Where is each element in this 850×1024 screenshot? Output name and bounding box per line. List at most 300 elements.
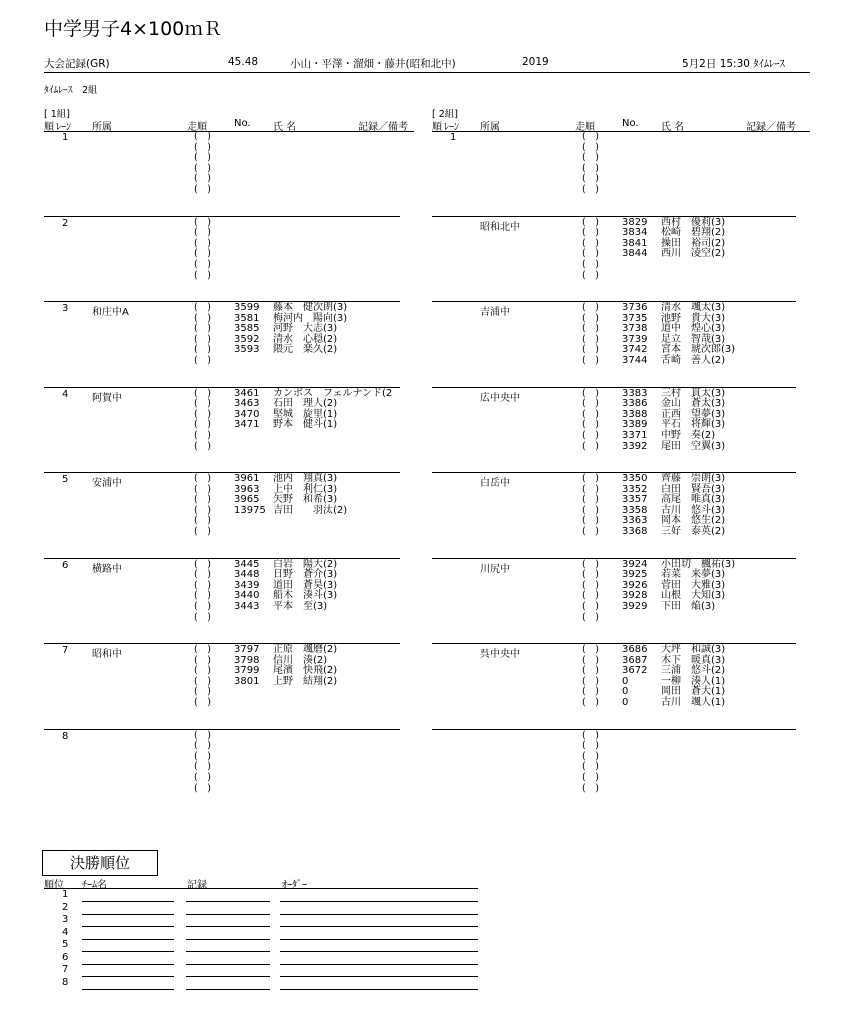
record-holders: 小山・平澤・溜畑・藤井(昭和北中) [290, 58, 456, 70]
lane-divider [432, 472, 796, 473]
lane-number: 1 [62, 132, 69, 143]
order-slot: ( ) [194, 740, 211, 752]
final-record-blank [186, 989, 270, 990]
final-team-blank [82, 976, 174, 977]
race-type: ﾀｲﾑﾚｰｽ 2組 [44, 85, 98, 96]
col-record: 記録／備考 [746, 122, 796, 133]
order-slot: ( ) [582, 740, 599, 752]
order-slot: ( ) [582, 675, 599, 687]
order-slot: ( ) [582, 697, 599, 708]
final-rank: 5 [62, 939, 69, 950]
order-slot: ( ) [582, 611, 599, 623]
team-name: 吉浦中 [480, 307, 510, 318]
runner-name: 三村 貫太(3) [661, 387, 726, 399]
order-slot: ( ) [582, 750, 599, 762]
lane-number: 5 [62, 474, 69, 485]
order-slot: ( ) [582, 333, 599, 345]
order-slot: ( ) [582, 429, 599, 441]
order-slot: ( ) [194, 355, 211, 366]
runner-name: 藤本 健次朗(3) [273, 302, 348, 313]
order-slot: ( ) [582, 782, 599, 794]
final-col-order: ｵｰﾀﾞｰ [282, 880, 307, 891]
runner-name: 下田 焔(3) [661, 600, 716, 612]
runner-name: 古川 悠斗(3) [661, 504, 726, 516]
runner-name: 白田 賢吾(3) [661, 483, 726, 495]
runner-name: 上野 結翔(2) [273, 675, 338, 687]
group-label: [ 1組] [44, 109, 70, 120]
runner-name: 清水 心穏(2) [273, 333, 338, 345]
runner-name: 池野 貴大(3) [661, 312, 726, 324]
runner-number: 3439 [234, 579, 260, 591]
runner-number: 3599 [234, 302, 260, 313]
runner-number: 3392 [622, 440, 648, 452]
order-slot: ( ) [582, 258, 599, 270]
order-slot: ( ) [582, 173, 599, 185]
runner-name: 高尾 唯真(3) [661, 494, 726, 506]
order-slot: ( ) [194, 600, 211, 612]
lane-divider [432, 216, 796, 217]
order-slot: ( ) [582, 644, 599, 655]
col-lane: ﾚｰﾝ [444, 122, 459, 133]
order-slot: ( ) [194, 323, 211, 335]
lane-number: 2 [62, 217, 69, 229]
order-slot: ( ) [194, 761, 211, 773]
runner-name: 正原 颯磨(2) [273, 644, 338, 655]
runner-number: 3389 [622, 419, 648, 431]
runner-name: 古川 颯人(1) [661, 697, 726, 708]
order-slot: ( ) [582, 162, 599, 174]
runner-number: 3735 [622, 312, 648, 324]
order-slot: ( ) [194, 515, 211, 527]
runner-number: 3371 [622, 429, 648, 441]
lane-number: 6 [62, 559, 69, 571]
final-record-blank [186, 914, 270, 915]
order-slot: ( ) [194, 184, 211, 195]
group-label: [ 2組] [432, 109, 458, 120]
runner-number: 3801 [234, 675, 260, 687]
runner-name: 清水 颯太(3) [661, 302, 726, 313]
team-name: 和庄中A [92, 307, 129, 318]
runner-number: 3961 [234, 473, 260, 484]
order-slot: ( ) [194, 504, 211, 516]
runner-number: 3463 [234, 398, 260, 410]
runner-number: 3687 [622, 654, 648, 666]
order-slot: ( ) [582, 440, 599, 452]
order-slot: ( ) [194, 141, 211, 153]
runner-name: 平本 至(3) [273, 600, 328, 612]
runner-name: 船木 湊斗(3) [273, 590, 338, 602]
order-slot: ( ) [194, 344, 211, 356]
order-slot: ( ) [582, 515, 599, 527]
order-slot: ( ) [582, 729, 599, 741]
col-rank: 順 [44, 122, 54, 133]
team-name: 昭和北中 [480, 221, 520, 233]
lane-number: 7 [62, 645, 69, 656]
final-record-blank [186, 951, 270, 952]
order-slot: ( ) [582, 302, 599, 313]
final-order-blank [280, 914, 478, 915]
runner-number: 3965 [234, 494, 260, 506]
lane-divider [432, 729, 796, 730]
order-slot: ( ) [194, 697, 211, 708]
order-slot: ( ) [194, 526, 211, 537]
col-rank: 順 [432, 122, 442, 133]
final-record-blank [186, 901, 270, 902]
team-name: 呉中央中 [480, 649, 520, 660]
runner-number: 3739 [622, 333, 648, 345]
runner-name: 宮本 琥次郎(3) [661, 344, 736, 356]
runner-number: 3352 [622, 483, 648, 495]
order-slot: ( ) [194, 216, 211, 228]
order-slot: ( ) [194, 440, 211, 452]
runner-name: 松崎 碧翔(2) [661, 227, 726, 239]
lane-divider [44, 216, 400, 217]
order-slot: ( ) [582, 654, 599, 666]
order-slot: ( ) [582, 419, 599, 431]
final-order-blank [280, 926, 478, 927]
final-header-rule [44, 888, 478, 889]
runner-name: 日野 蒼介(3) [273, 569, 338, 581]
order-slot: ( ) [582, 600, 599, 612]
runner-number: 3924 [622, 558, 648, 570]
final-order-blank [280, 964, 478, 965]
runner-name: 隈元 楽久(2) [273, 344, 338, 356]
runner-number: 3358 [622, 504, 648, 516]
lane-divider [44, 643, 400, 644]
record-time: 45.48 [228, 56, 259, 68]
runner-number: 3368 [622, 526, 648, 537]
order-slot: ( ) [194, 644, 211, 655]
final-col-rank: 順位 [44, 880, 64, 891]
runner-name: 尾濱 快飛(2) [273, 665, 338, 677]
runner-number: 3593 [234, 344, 260, 356]
runner-number: 3448 [234, 569, 260, 581]
runner-number: 3461 [234, 387, 260, 399]
order-slot: ( ) [582, 184, 599, 195]
order-slot: ( ) [194, 398, 211, 410]
order-slot: ( ) [194, 729, 211, 741]
order-slot: ( ) [194, 387, 211, 399]
final-col-team: ﾁｰﾑ名 [82, 880, 107, 891]
lane-number: 8 [62, 730, 69, 742]
runner-number: 3581 [234, 312, 260, 324]
header-rule [432, 131, 810, 132]
runner-name: 菅田 大雅(3) [661, 579, 726, 591]
runner-name: 石田 理人(2) [273, 398, 338, 410]
order-slot: ( ) [582, 355, 599, 366]
runner-number: 3797 [234, 644, 260, 655]
runner-number: 3686 [622, 644, 648, 655]
runner-name: 信川 湊(2) [273, 654, 328, 666]
team-name: 安浦中 [92, 478, 122, 489]
final-rank: 2 [62, 901, 69, 913]
runner-name: 河野 大志(3) [273, 323, 338, 335]
final-rank: 1 [62, 889, 69, 900]
col-order: 走順 [187, 122, 207, 133]
runner-number: 0 [622, 697, 629, 708]
order-slot: ( ) [194, 419, 211, 431]
order-slot: ( ) [194, 771, 211, 783]
order-slot: ( ) [194, 558, 211, 570]
runner-number: 3357 [622, 494, 648, 506]
order-slot: ( ) [582, 398, 599, 410]
runner-name: 野本 健斗(1) [273, 419, 338, 431]
order-slot: ( ) [582, 227, 599, 239]
order-slot: ( ) [582, 237, 599, 249]
order-slot: ( ) [194, 248, 211, 260]
order-slot: ( ) [582, 131, 599, 142]
header-rule [44, 131, 414, 132]
final-team-blank [82, 989, 174, 990]
runner-number: 3829 [622, 216, 648, 228]
runner-number: 3388 [622, 408, 648, 420]
record-label: 大会記録(GR) [44, 58, 110, 70]
order-slot: ( ) [582, 579, 599, 591]
runner-number: 3742 [622, 344, 648, 356]
runner-number: 3738 [622, 323, 648, 335]
order-slot: ( ) [582, 387, 599, 399]
final-record-blank [186, 939, 270, 940]
final-order-blank [280, 939, 478, 940]
order-slot: ( ) [194, 579, 211, 591]
runner-name: 白岩 陽大(2) [273, 558, 338, 570]
runner-name: 西川 凌空(2) [661, 248, 726, 260]
team-name: 横路中 [92, 563, 122, 575]
runner-name: 大坪 和誠(3) [661, 644, 726, 655]
team-name: 昭和中 [92, 649, 122, 660]
order-slot: ( ) [582, 569, 599, 581]
runner-number: 3926 [622, 579, 648, 591]
order-slot: ( ) [194, 473, 211, 484]
order-slot: ( ) [194, 590, 211, 602]
order-slot: ( ) [194, 665, 211, 677]
order-slot: ( ) [582, 408, 599, 420]
final-rank: 6 [62, 951, 69, 963]
order-slot: ( ) [582, 526, 599, 537]
runner-number: 3844 [622, 248, 648, 260]
order-slot: ( ) [194, 408, 211, 420]
order-slot: ( ) [582, 141, 599, 153]
order-slot: ( ) [582, 590, 599, 602]
col-affiliation: 所属 [92, 122, 112, 133]
runner-number: 3928 [622, 590, 648, 602]
runner-number: 3925 [622, 569, 648, 581]
runner-name: 道中 煌心(3) [661, 323, 726, 335]
order-slot: ( ) [582, 344, 599, 356]
order-slot: ( ) [194, 654, 211, 666]
order-slot: ( ) [194, 302, 211, 313]
runner-name: 堅城 旋里(1) [273, 408, 338, 420]
final-record-blank [186, 976, 270, 977]
runner-number: 3350 [622, 473, 648, 484]
runner-number: 3592 [234, 333, 260, 345]
order-slot: ( ) [194, 782, 211, 794]
col-number: No. [622, 118, 639, 129]
final-record-blank [186, 926, 270, 927]
order-slot: ( ) [582, 152, 599, 164]
final-order-blank [280, 989, 478, 990]
final-team-blank [82, 926, 174, 927]
record-year: 2019 [522, 56, 549, 68]
runner-name: 山根 大知(3) [661, 590, 726, 602]
lane-divider [44, 729, 400, 730]
col-record: 記録／備考 [358, 122, 408, 133]
order-slot: ( ) [582, 312, 599, 324]
runner-name: 上中 利仁(3) [273, 483, 338, 495]
runner-name: 梅河内 陽向(3) [273, 312, 348, 324]
order-slot: ( ) [582, 761, 599, 773]
runner-name: 金山 蒼太(3) [661, 398, 726, 410]
runner-number: 3834 [622, 227, 648, 239]
final-team-blank [82, 964, 174, 965]
lane-number: 3 [62, 303, 69, 314]
order-slot: ( ) [194, 494, 211, 506]
order-slot: ( ) [194, 173, 211, 185]
runner-number: 3744 [622, 355, 648, 366]
runner-number: 3383 [622, 387, 648, 399]
runner-name: 齊藤 崇朗(3) [661, 473, 726, 484]
runner-number: 3440 [234, 590, 260, 602]
runner-name: 舌崎 善人(2) [661, 355, 726, 366]
order-slot: ( ) [582, 216, 599, 228]
order-slot: ( ) [582, 483, 599, 495]
runner-name: 中野 奏(2) [661, 429, 716, 441]
runner-number: 3445 [234, 558, 260, 570]
runner-name: 正西 望夢(3) [661, 408, 726, 420]
order-slot: ( ) [194, 312, 211, 324]
col-number: No. [234, 118, 251, 129]
final-team-blank [82, 939, 174, 940]
col-lane: ﾚｰﾝ [56, 122, 71, 133]
team-name: 広中央中 [480, 392, 520, 404]
final-team-blank [82, 914, 174, 915]
order-slot: ( ) [582, 473, 599, 484]
lane-divider [432, 301, 796, 302]
runner-number: 3736 [622, 302, 648, 313]
runner-number: 3963 [234, 483, 260, 495]
runner-number: 0 [622, 686, 629, 698]
final-order-blank [280, 951, 478, 952]
final-rank: 3 [62, 914, 69, 925]
final-rank: 4 [62, 926, 69, 938]
order-slot: ( ) [194, 750, 211, 762]
col-affiliation: 所属 [480, 122, 500, 133]
runner-number: 3386 [622, 398, 648, 410]
order-slot: ( ) [194, 131, 211, 142]
order-slot: ( ) [194, 269, 211, 281]
runner-name: 尾田 空翼(3) [661, 440, 726, 452]
order-slot: ( ) [582, 248, 599, 260]
team-name: 白岳中 [480, 478, 510, 489]
page-title: 中学男子4×100ｍＲ [44, 18, 223, 40]
runner-name: 平石 将輝(3) [661, 419, 726, 431]
runner-name: 一柳 湊人(1) [661, 675, 726, 687]
runner-name: 吉田 羽汰(2) [273, 504, 348, 516]
runner-number: 3672 [622, 665, 648, 677]
runner-name: 若菜 来夢(3) [661, 569, 726, 581]
order-slot: ( ) [582, 686, 599, 698]
runner-name: 岡本 悠生(2) [661, 515, 726, 527]
order-slot: ( ) [194, 675, 211, 687]
runner-name: 矢野 和希(3) [273, 494, 338, 506]
final-rank: 7 [62, 964, 69, 975]
runner-number: 13975 [234, 504, 266, 516]
final-team-blank [82, 901, 174, 902]
order-slot: ( ) [194, 483, 211, 495]
final-order-blank [280, 901, 478, 902]
order-slot: ( ) [582, 269, 599, 281]
order-slot: ( ) [194, 258, 211, 270]
order-slot: ( ) [582, 771, 599, 783]
runner-name: カンボス フェルナンド(2 [273, 387, 393, 399]
runner-number: 3443 [234, 600, 260, 612]
runner-name: 三浦 悠斗(2) [661, 665, 726, 677]
final-record-blank [186, 964, 270, 965]
col-name: 氏 名 [661, 122, 685, 133]
runner-number: 3363 [622, 515, 648, 527]
order-slot: ( ) [194, 569, 211, 581]
order-slot: ( ) [582, 665, 599, 677]
order-slot: ( ) [582, 558, 599, 570]
col-order: 走順 [575, 122, 595, 133]
final-ranking-title: 決勝順位 [42, 850, 158, 876]
lane-divider [44, 472, 400, 473]
order-slot: ( ) [194, 686, 211, 698]
final-order-blank [280, 976, 478, 977]
final-rank: 8 [62, 976, 69, 988]
lane-number: 4 [62, 388, 69, 400]
lane-divider [432, 387, 796, 388]
order-slot: ( ) [194, 429, 211, 441]
order-slot: ( ) [194, 611, 211, 623]
order-slot: ( ) [194, 152, 211, 164]
lane-divider [432, 643, 796, 644]
runner-name: 岡田 蒼大(1) [661, 686, 726, 698]
runner-name: 木下 暖真(3) [661, 654, 726, 666]
runner-name: 道田 蒼昊(3) [273, 579, 338, 591]
race-schedule: 5月2日 15:30 ﾀｲﾑﾚｰｽ [682, 58, 785, 70]
runner-name: 三好 泰英(2) [661, 526, 726, 537]
runner-number: 3799 [234, 665, 260, 677]
final-team-blank [82, 951, 174, 952]
order-slot: ( ) [194, 227, 211, 239]
final-col-record: 記録 [187, 880, 207, 891]
runner-name: 足立 智哉(3) [661, 333, 726, 345]
order-slot: ( ) [582, 504, 599, 516]
runner-name: 西村 優莉(3) [661, 216, 726, 228]
order-slot: ( ) [194, 237, 211, 249]
order-slot: ( ) [582, 494, 599, 506]
team-name: 川尻中 [480, 563, 510, 575]
runner-number: 0 [622, 675, 629, 687]
runner-number: 3841 [622, 237, 648, 249]
runner-number: 3470 [234, 408, 260, 420]
order-slot: ( ) [582, 323, 599, 335]
runner-number: 3798 [234, 654, 260, 666]
runner-name: 操田 裕司(2) [661, 237, 726, 249]
col-name: 氏 名 [273, 122, 297, 133]
lane-divider [44, 558, 400, 559]
runner-number: 3929 [622, 600, 648, 612]
runner-name: 池内 翔真(3) [273, 473, 338, 484]
runner-number: 3471 [234, 419, 260, 431]
order-slot: ( ) [194, 333, 211, 345]
meet-record-line [44, 56, 810, 73]
lane-divider [432, 558, 796, 559]
team-name: 阿賀中 [92, 392, 122, 404]
order-slot: ( ) [194, 162, 211, 174]
lane-number: 1 [450, 132, 457, 143]
